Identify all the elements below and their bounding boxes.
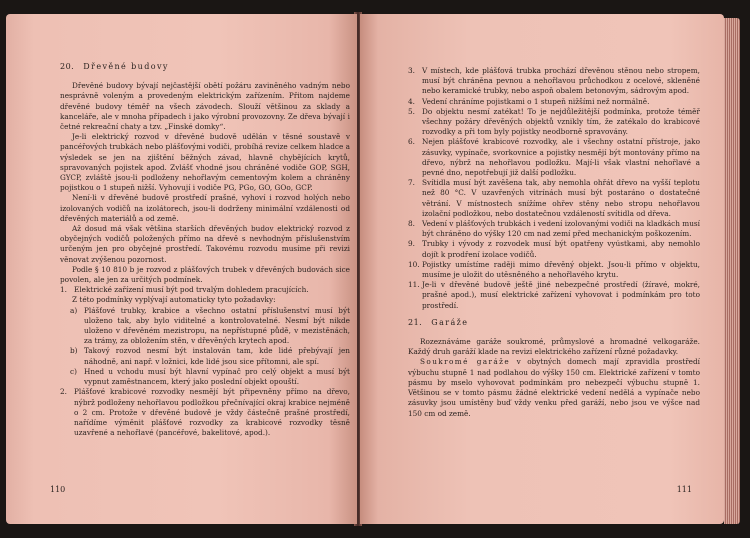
paragraph: Až dosud má však většina starších dřevěných budov elektrický rozvod z obyčejných vodičů položených přímo na dřevě s nevhodným příslušenstvím určeným jen pro obyčejné prostředí. Takovému rozvodu musíme při revizi věnovat zvýšenou pozornost. xyxy=(60,224,350,264)
list-item xyxy=(60,285,350,295)
left-page-text xyxy=(60,62,350,438)
list-marker: 4. xyxy=(408,96,415,106)
spacer xyxy=(408,311,700,318)
section-number: 21. xyxy=(408,317,423,327)
paragraph xyxy=(408,357,700,418)
list-text: Svítidla musí být zavěšena tak, aby nemohla ohřát dřevo na vyšší teplotu než 80 °C. V uzavřených vitrínách musí být postaráno o dostatečné větrání. V místnostech snížíme ohřev stěny nebo stropu nehořlavou izolační podložkou, nebo dostatečnou vzdáleností svítidla od dřeva. xyxy=(422,178,700,218)
sub-list-item xyxy=(70,346,350,366)
section-title: Garáže xyxy=(431,317,469,327)
list-item xyxy=(408,97,700,107)
paragraph: Dřevěné budovy bývají nejčastější obětí požáru zaviněného vadným nebo nesprávně voleným a provedeným elektrickým zařízením. Přitom najdeme dřevěné budovy téměř na všech závodech. Slouží většinou za sklady a kanceláře, ale v mnoha případech i jako výrobní provozovny. Ze dřeva bývají i četné rekreační chaty a tzv. „Finské domky“. xyxy=(60,81,350,132)
list-text: Do objektu nesmí zatékat! To je nejdůležitější podmínka, protože téměř všechny požáry dřevěných objektů vznikly tím, že zatékalo do krabicové rozvodky a při tom byly pojistky neodborně spravovány. xyxy=(422,106,700,137)
list-text: V místech, kde plášťová trubka prochází dřevěnou stěnou nebo stropem, musí být chráněna pevnou a nehořlavou průchodkou z ocelové, skleněné nebo keramické trubky, nebo aspoň obalem betonovým, sádrovým apod. xyxy=(422,66,700,96)
list-text: Vedení v plášťových trubkách i vedení izolovanými vodiči na kladkách musí být chráněno do výšky 120 cm nad zemí před mechanickým poškozením. xyxy=(422,219,700,239)
list-marker: 3. xyxy=(408,66,415,75)
list-marker: 2. xyxy=(60,387,67,397)
paragraph: Není-li v dřevěné budově prostředí prašné, vyhoví i rozvod holých nebo izolovaných vodičů na izolátorech, jsou-li dodrženy minimální vzdálenosti od dřevěných materiálů a od země. xyxy=(60,193,350,223)
paragraph: Podle § 10 810 b je rozvod z plášťových trubek v dřevěných budovách sice povolen, ale jen za určitých podmínek. xyxy=(60,264,350,285)
list-item xyxy=(408,107,700,138)
list-text: Vedení chráníme pojistkami o 1 stupeň nižšími než normálně. xyxy=(422,96,650,106)
list-marker: 11. xyxy=(408,280,420,290)
paragraph-rest: v obytných domech mají zpravidla prostředí výbuchu stupně 1 nad podlahou do výšky 150 cm. Elektrické zařízení v tomto pásmu by mselo vyhovovat podmínkám pro nebezpečí výbuchu stupně 1. Většinou se v tomto pásmu žádné elektrické vedení nedělá a vypínače nebo zásuvky jsou umístěny buď vždy venku před garáží, nebo jsou ve výšce nad 150 cm od země. xyxy=(408,357,701,418)
list-item xyxy=(408,178,700,219)
section-heading xyxy=(60,62,350,72)
spaced-lead: Soukromé garáže xyxy=(420,357,511,367)
list-marker: c) xyxy=(70,366,77,376)
list-text: Nejen plášťové krabicové rozvodky, ale i všechny ostatní přístroje, jako zásuvky, vypínače, svorkovnice a pojistky nesmějí být montovány přímo na dřevo, nýbrž na nehořlavou podložku. Mají-li však vlastní nehořlavé a pevné dno, nepotřebují již další podložku. xyxy=(422,137,700,178)
list-text: Pojistky umístíme raději mimo dřevěný objekt. Jsou-li přímo v objektu, musíme je uložit do utěsněného a nehořlavého krytu. xyxy=(422,259,700,280)
list-item xyxy=(408,219,700,239)
list-item xyxy=(408,66,700,97)
list-text: Trubky i vývody z rozvodek musí být opatřeny vyústkami, aby nemohlo dojít k prodření izolace vodičů. xyxy=(422,239,700,259)
page-number: 110 xyxy=(50,485,66,494)
list-marker: 5. xyxy=(408,106,415,116)
list-item xyxy=(408,137,700,178)
list-marker: 1. xyxy=(60,285,67,295)
page-number: 111 xyxy=(676,485,692,494)
list-text: Elektrické zařízení musí být pod trvalým dohledem pracujících. xyxy=(74,285,309,295)
sub-list-item xyxy=(70,306,350,347)
list-text: Plášťové trubky, krabice a všechno ostatní příslušenství musí být uloženo tak, aby bylo viditelné a kontrolovatelné. Nesmí být nikde uloženo v dřevěném mezistropu, na nepřístupné půdě, v mezistěnách, za trámy, za obložením stěn, v dřevěných krytech apod. xyxy=(84,305,350,346)
list-marker: 6. xyxy=(408,137,415,147)
list-text: Takový rozvod nesmí být instalován tam, kde lidé přebývají jen náhodně, ani např. v ložnici, kde lidé jsou sice přítomni, ale spí. xyxy=(84,346,350,366)
list-marker: 8. xyxy=(408,219,415,229)
list-marker: 9. xyxy=(408,239,415,249)
list-text: Je-li v dřevěné budově ještě jiné nebezpečné prostředí (žíravé, mokré, prašné apod.), musí elektrické zařízení vyhovovat i podmínkám pro toto prostředí. xyxy=(422,280,700,310)
list-text: Hned u vchodu musí být hlavní vypínač pro celý objekt a musí být vypnut zaměstnancem, který jako poslední objekt opouští. xyxy=(84,366,350,387)
list-item xyxy=(60,387,350,438)
right-page xyxy=(360,14,724,524)
list-marker: a) xyxy=(70,305,78,315)
section-number: 20. xyxy=(60,62,75,71)
right-page-text xyxy=(408,66,700,419)
list-text: Plášťové krabicové rozvodky nesmějí být připevněny přímo na dřevo, nýbrž podloženy nehořlavou podložkou přečnívající okraj krabice nejméně o 2 cm. Protože v dřevěné budově je vždy částečně prašné prostředí, nařídíme výměnit plášťové rozvodky za krabicové rozvodky těsně uzavřené a nehořlavé (pancéřové, bakelitové, apod.). xyxy=(74,387,350,438)
list-marker: b) xyxy=(70,346,78,356)
list-marker: 10. xyxy=(408,259,420,269)
list-item xyxy=(408,260,700,280)
section-title: Dřevěné budovy xyxy=(83,62,169,71)
sub-list-item xyxy=(70,367,350,387)
paragraph: Rozeznáváme garáže soukromé, průmyslové a hromadné velkogaráže. Každý druh garáží klade na revizi elektrického zařízení různé požadavky. xyxy=(408,337,700,357)
section-heading xyxy=(408,318,700,328)
paragraph: Je-li elektrický rozvod v dřevěné budově udělán v těsné soustavě v pancéřových trubkách nebo plášťovými vodiči, probíhá revize celkem hladce a výsledek se jen na zjištění běžných závad, hlavně chybějících krytů, spravovaných pojistek apod. Zvlášť vhodné jsou chráněné vodiče GOP, SGH, GYCP, zvláště jsou-li podloženy nehořlavým cementovým kolem a chráněny pojistkou o 1 stupeň nižší. Vyhovují i vodiče PG, PGo, GO, GOo, GCP. xyxy=(60,132,350,193)
list-item xyxy=(408,280,700,311)
paragraph: Z této podmínky vyplývají automaticky tyto požadavky: xyxy=(72,295,276,305)
page-edges xyxy=(724,18,740,524)
list-item xyxy=(408,239,700,259)
left-page xyxy=(6,14,357,524)
list-marker: 7. xyxy=(408,178,415,188)
